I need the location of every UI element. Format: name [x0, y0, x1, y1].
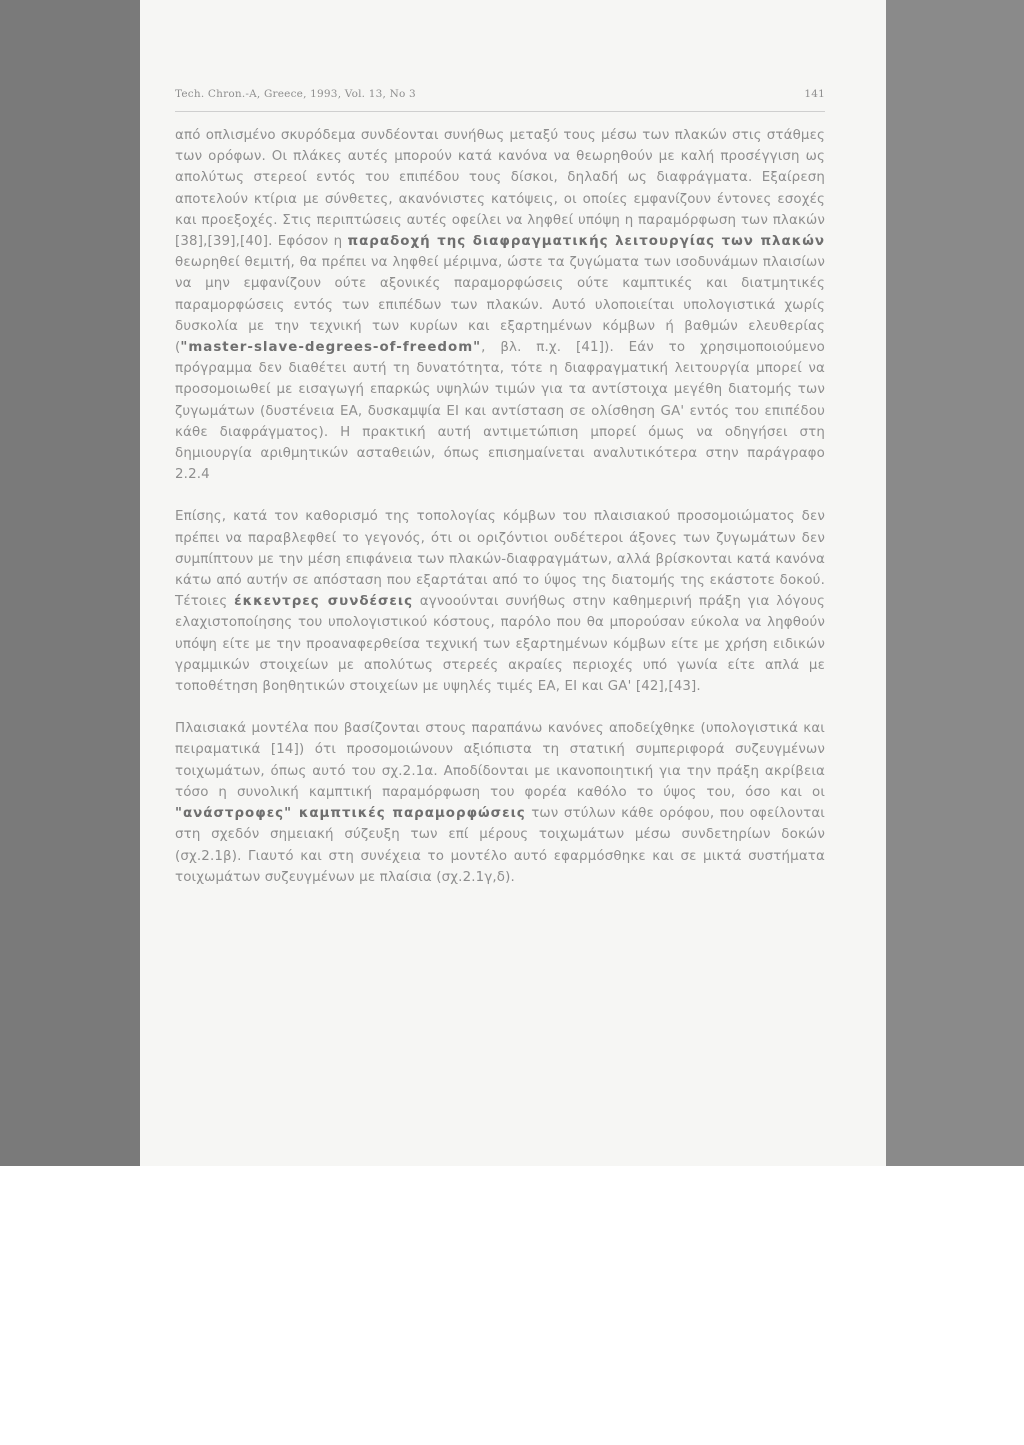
journal-citation: Tech. Chron.-A, Greece, 1993, Vol. 13, No 3	[175, 88, 416, 100]
emphasis-run: "ανάστροφες" καμπτικές παραμορφώσεις	[175, 806, 526, 822]
left-scan-shadow	[0, 0, 140, 1166]
emphasis-run: έκκεντρες συνδέσεις	[234, 594, 414, 610]
text-run: Επίσης, κατά τον καθορισμό της τοπολογίας κόμβων του πλαισιακού προσομοιώματος δεν πρέπει να παραβλεφθεί το γεγονός, ότι οι οριζόντιοι ουδέτεροι άξονες των ζυγωμάτων δεν συμπίπτουν με την μέση επιφάνεια των πλακών-διαφραγμάτων, αλλά βρίσκονται κατά κανόνα κάτω από αυτήν σε απόσταση που εξαρτάται από το ύψος της διατομής της εκάστοτε δοκού. Τέτοιες	[175, 509, 825, 610]
text-run: των στύλων κάθε ορόφου, που οφείλονται στη σχεδόν σημειακή σύζευξη των επί μέρους τοιχωμάτων μέσω συνδετηρίων δοκών (σχ.2.1β). Γιαυτό και στη συνέχεια το μοντέλο αυτό εφαρμόσθηκε και σε μικτά συστήματα τοιχωμάτων συζευγμένων με πλαίσια (σχ.2.1γ,δ).	[175, 806, 825, 885]
right-scan-shadow	[886, 0, 1024, 1166]
paragraph-1	[175, 125, 825, 485]
text-run: αγνοούνται συνήθως στην καθημερινή πράξη για λόγους ελαχιστοποίησης του υπολογιστικού κόστους, παρόλο που θα μπορούσαν εύκολα να ληφθούν υπόψη είτε με την προαναφερθείσα τεχνική των εξαρτημένων κόμβων είτε με χρήση ειδικών γραμμικών στοιχείων με απολύτως στερεές ακραίες περιοχές υπό γωνία είτε απλά με τοποθέτηση βοηθητικών στοιχείων με υψηλές τιμές ΕΑ, ΕΙ και GA' [42],[43].	[175, 594, 825, 695]
emphasis-run: παραδοχή της διαφραγματικής λειτουργίας των πλακών	[347, 234, 825, 250]
paragraph-2	[175, 506, 825, 697]
body-text	[175, 125, 825, 888]
header-rule	[175, 111, 825, 112]
running-head	[175, 88, 825, 108]
page-number: 141	[804, 88, 825, 100]
text-run: από οπλισμένο σκυρόδεμα συνδέονται συνήθως μεταξύ τους μέσω των πλακών στις στάθμες των ορόφων. Οι πλάκες αυτές μπορούν κατά κανόνα να θεωρηθούν με καλή προσέγγιση ως απολύτως στερεοί εντός του επιπέδου τους δίσκοι, δηλαδή ως διαφράγματα. Εξαίρεση αποτελούν κτίρια με σύνθετες, ακανόνιστες κατόψεις, οι οποίες εμφανίζουν έντονες εσοχές και προεξοχές. Στις περιπτώσεις αυτές οφείλει να ληφθεί υπόψη η παραμόρφωση των πλακών [38],[39],[40]. Εφόσον η	[175, 128, 825, 250]
text-run: Πλαισιακά μοντέλα που βασίζονται στους παραπάνω κανόνες αποδείχθηκε (υπολογιστικά και πειραματικά [14]) ότι προσομοιώνουν αξιόπιστα τη στατική συμπεριφορά συζευγμένων τοιχωμάτων, όπως αυτό του σχ.2.1α. Αποδίδονται με ικανοποιητική για την πράξη ακρίβεια τόσο η συνολική καμπτική παραμόρφωση του φορέα καθόλο το ύψος του, όσο και οι	[175, 721, 825, 800]
text-run: , βλ. π.χ. [41]). Εάν το χρησιμοποιούμενο πρόγραμμα δεν διαθέτει αυτή τη δυνατότητα, τότε η διαφραγματική λειτουργία μπορεί να προσομοιωθεί με εισαγωγή επαρκώς υψηλών τιμών για τα αντίστοιχα μεγέθη διατομής των ζυγωμάτων (δυστένεια ΕΑ, δυσκαμψία ΕΙ και αντίσταση σε ολίσθηση GA' εντός του επιπέδου κάθε διαφράγματος). Η πρακτική αυτή αντιμετώπιση μπορεί όμως να οδηγήσει στη δημιουργία αριθμητικών ασταθειών, όπως επισημαίνεται αναλυτικότερα στην παράγραφο 2.2.4	[175, 340, 825, 483]
text-run: θεωρηθεί θεμιτή, θα πρέπει να ληφθεί μέριμνα, ώστε τα ζυγώματα των ισοδυνάμων πλαισίων να μην εμφανίζουν ούτε αξονικές παραμορφώσεις ούτε καμπτικές και διατμητικές παραμορφώσεις εντός των επιπέδων των πλακών. Αυτό υλοποιείται υπολογιστικά χωρίς δυσκολία με την τεχνική των κυρίων και εξαρτημένων κόμβων ή βαθμών ελευθερίας (	[175, 255, 825, 356]
emphasis-run: "master-slave-degrees-of-freedom"	[180, 340, 482, 356]
paragraph-3	[175, 718, 825, 888]
